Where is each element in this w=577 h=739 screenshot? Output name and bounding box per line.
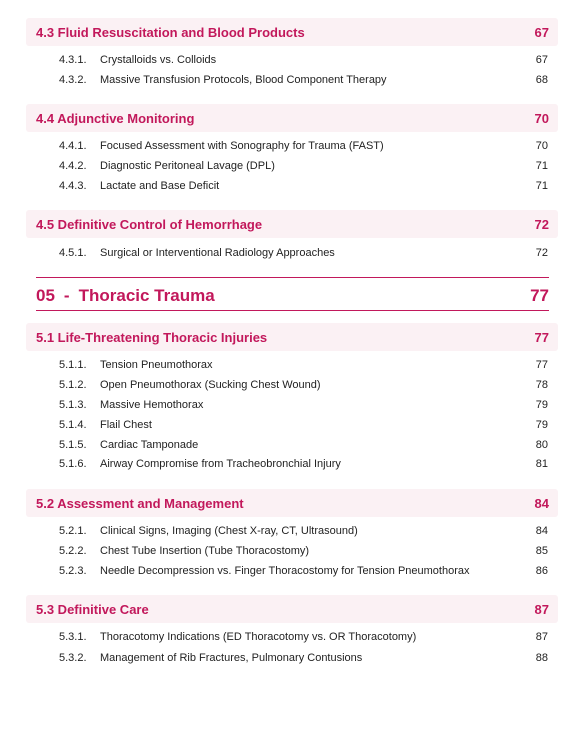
entry-number: 5.1.4. (59, 419, 87, 431)
entry-page: 88 (535, 652, 548, 664)
section-title: 4.4 Adjunctive Monitoring (36, 110, 195, 126)
section-title: 4.5 Definitive Control of Hemorrhage (36, 216, 263, 232)
toc-entry[interactable] (59, 71, 548, 89)
entry-number: 5.1.1. (59, 359, 87, 371)
entry-page: 70 (535, 140, 548, 152)
section-title: 4.3 Fluid Resuscitation and Blood Products (36, 24, 305, 40)
entry-page: 79 (535, 399, 548, 411)
toc-section-5-2[interactable] (26, 489, 558, 517)
entry-number: 4.4.2. (59, 160, 87, 172)
entry-number: 5.2.3. (59, 565, 87, 577)
entry-page: 80 (535, 439, 548, 451)
toc-section-5-1[interactable] (26, 323, 558, 351)
chapter-number: 05 (36, 286, 55, 305)
section-page: 67 (534, 24, 549, 40)
entry-page: 85 (535, 545, 548, 557)
chapter-heading[interactable] (36, 282, 549, 310)
entry-page: 84 (535, 525, 548, 537)
entry-page: 79 (535, 419, 548, 431)
section-title: 5.3 Definitive Care (36, 601, 149, 617)
entry-title: Diagnostic Peritoneal Lavage (DPL) (100, 160, 275, 172)
toc-entry[interactable] (59, 157, 548, 175)
section-title: 5.2 Assessment and Management (36, 495, 244, 511)
entry-page: 71 (535, 180, 548, 192)
toc-entry[interactable] (59, 376, 548, 394)
entry-page: 81 (535, 458, 548, 470)
toc-entry[interactable] (59, 455, 548, 473)
entry-number: 5.1.2. (59, 379, 87, 391)
toc-section-4-4[interactable] (26, 104, 558, 132)
toc-entry[interactable] (59, 436, 548, 454)
entry-title: Surgical or Interventional Radiology Approaches (100, 247, 335, 259)
entry-title: Open Pneumothorax (Sucking Chest Wound) (100, 379, 321, 391)
entry-title: Airway Compromise from Tracheobronchial Injury (100, 458, 341, 470)
entry-number: 5.1.3. (59, 399, 87, 411)
toc-entry[interactable] (59, 628, 548, 646)
entry-title: Management of Rib Fractures, Pulmonary Contusions (100, 652, 363, 664)
section-page: 84 (534, 495, 549, 511)
entry-number: 4.3.1. (59, 54, 87, 66)
entry-page: 72 (535, 247, 548, 259)
entry-number: 5.2.2. (59, 545, 87, 557)
entry-number: 5.3.2. (59, 652, 87, 664)
entry-number: 5.3.1. (59, 631, 87, 643)
entry-title: Clinical Signs, Imaging (Chest X-ray, CT, Ultrasound) (100, 525, 358, 537)
chapter-top-rule (36, 277, 549, 278)
section-title: 5.1 Life-Threatening Thoracic Injuries (36, 329, 268, 345)
chapter-page: 77 (530, 286, 549, 305)
entry-page: 67 (535, 54, 548, 66)
entry-page: 77 (535, 359, 548, 371)
entry-title: Massive Transfusion Protocols, Blood Component Therapy (100, 74, 387, 86)
entry-title: Focused Assessment with Sonography for Trauma (FAST) (100, 140, 384, 152)
entry-page: 87 (535, 631, 548, 643)
entry-page: 68 (535, 74, 548, 86)
entry-number: 5.1.5. (59, 439, 87, 451)
toc-entry[interactable] (59, 542, 548, 560)
entry-title: Crystalloids vs. Colloids (100, 54, 217, 66)
entry-title: Flail Chest (100, 419, 152, 431)
entry-title: Needle Decompression vs. Finger Thoracostomy for Tension Pneumothorax (100, 565, 470, 577)
section-page: 70 (534, 110, 549, 126)
toc-entry[interactable] (59, 649, 548, 667)
entry-number: 4.5.1. (59, 247, 87, 259)
toc-entry[interactable] (59, 244, 548, 262)
toc-entry[interactable] (59, 51, 548, 69)
entry-page: 71 (535, 160, 548, 172)
toc-entry[interactable] (59, 137, 548, 155)
entry-title: Chest Tube Insertion (Tube Thoracostomy) (100, 545, 310, 557)
entry-title: Lactate and Base Deficit (100, 180, 220, 192)
section-page: 87 (534, 601, 549, 617)
chapter-title-group (36, 286, 215, 306)
chapter-bottom-rule (36, 310, 549, 311)
toc-section-5-3[interactable] (26, 595, 558, 623)
entry-number: 4.4.3. (59, 180, 87, 192)
entry-number: 4.4.1. (59, 140, 87, 152)
section-page: 77 (534, 329, 549, 345)
entry-number: 5.1.6. (59, 458, 87, 470)
toc-entry[interactable] (59, 396, 548, 414)
toc-entry[interactable] (59, 562, 548, 580)
section-page: 72 (534, 216, 549, 232)
entry-page: 86 (535, 565, 548, 577)
toc-entry[interactable] (59, 356, 548, 374)
entry-title: Tension Pneumothorax (100, 359, 213, 371)
toc-section-4-3[interactable] (26, 18, 558, 46)
chapter-title: Thoracic Trauma (78, 286, 215, 305)
entry-number: 4.3.2. (59, 74, 87, 86)
chapter-separator: - (63, 286, 70, 305)
toc-section-4-5[interactable] (26, 210, 558, 238)
entry-page: 78 (535, 379, 548, 391)
entry-title: Massive Hemothorax (100, 399, 204, 411)
entry-number: 5.2.1. (59, 525, 87, 537)
entry-title: Cardiac Tamponade (100, 439, 199, 451)
toc-entry[interactable] (59, 522, 548, 540)
toc-entry[interactable] (59, 416, 548, 434)
entry-title: Thoracotomy Indications (ED Thoracotomy vs. OR Thoracotomy) (100, 631, 417, 643)
toc-entry[interactable] (59, 177, 548, 195)
